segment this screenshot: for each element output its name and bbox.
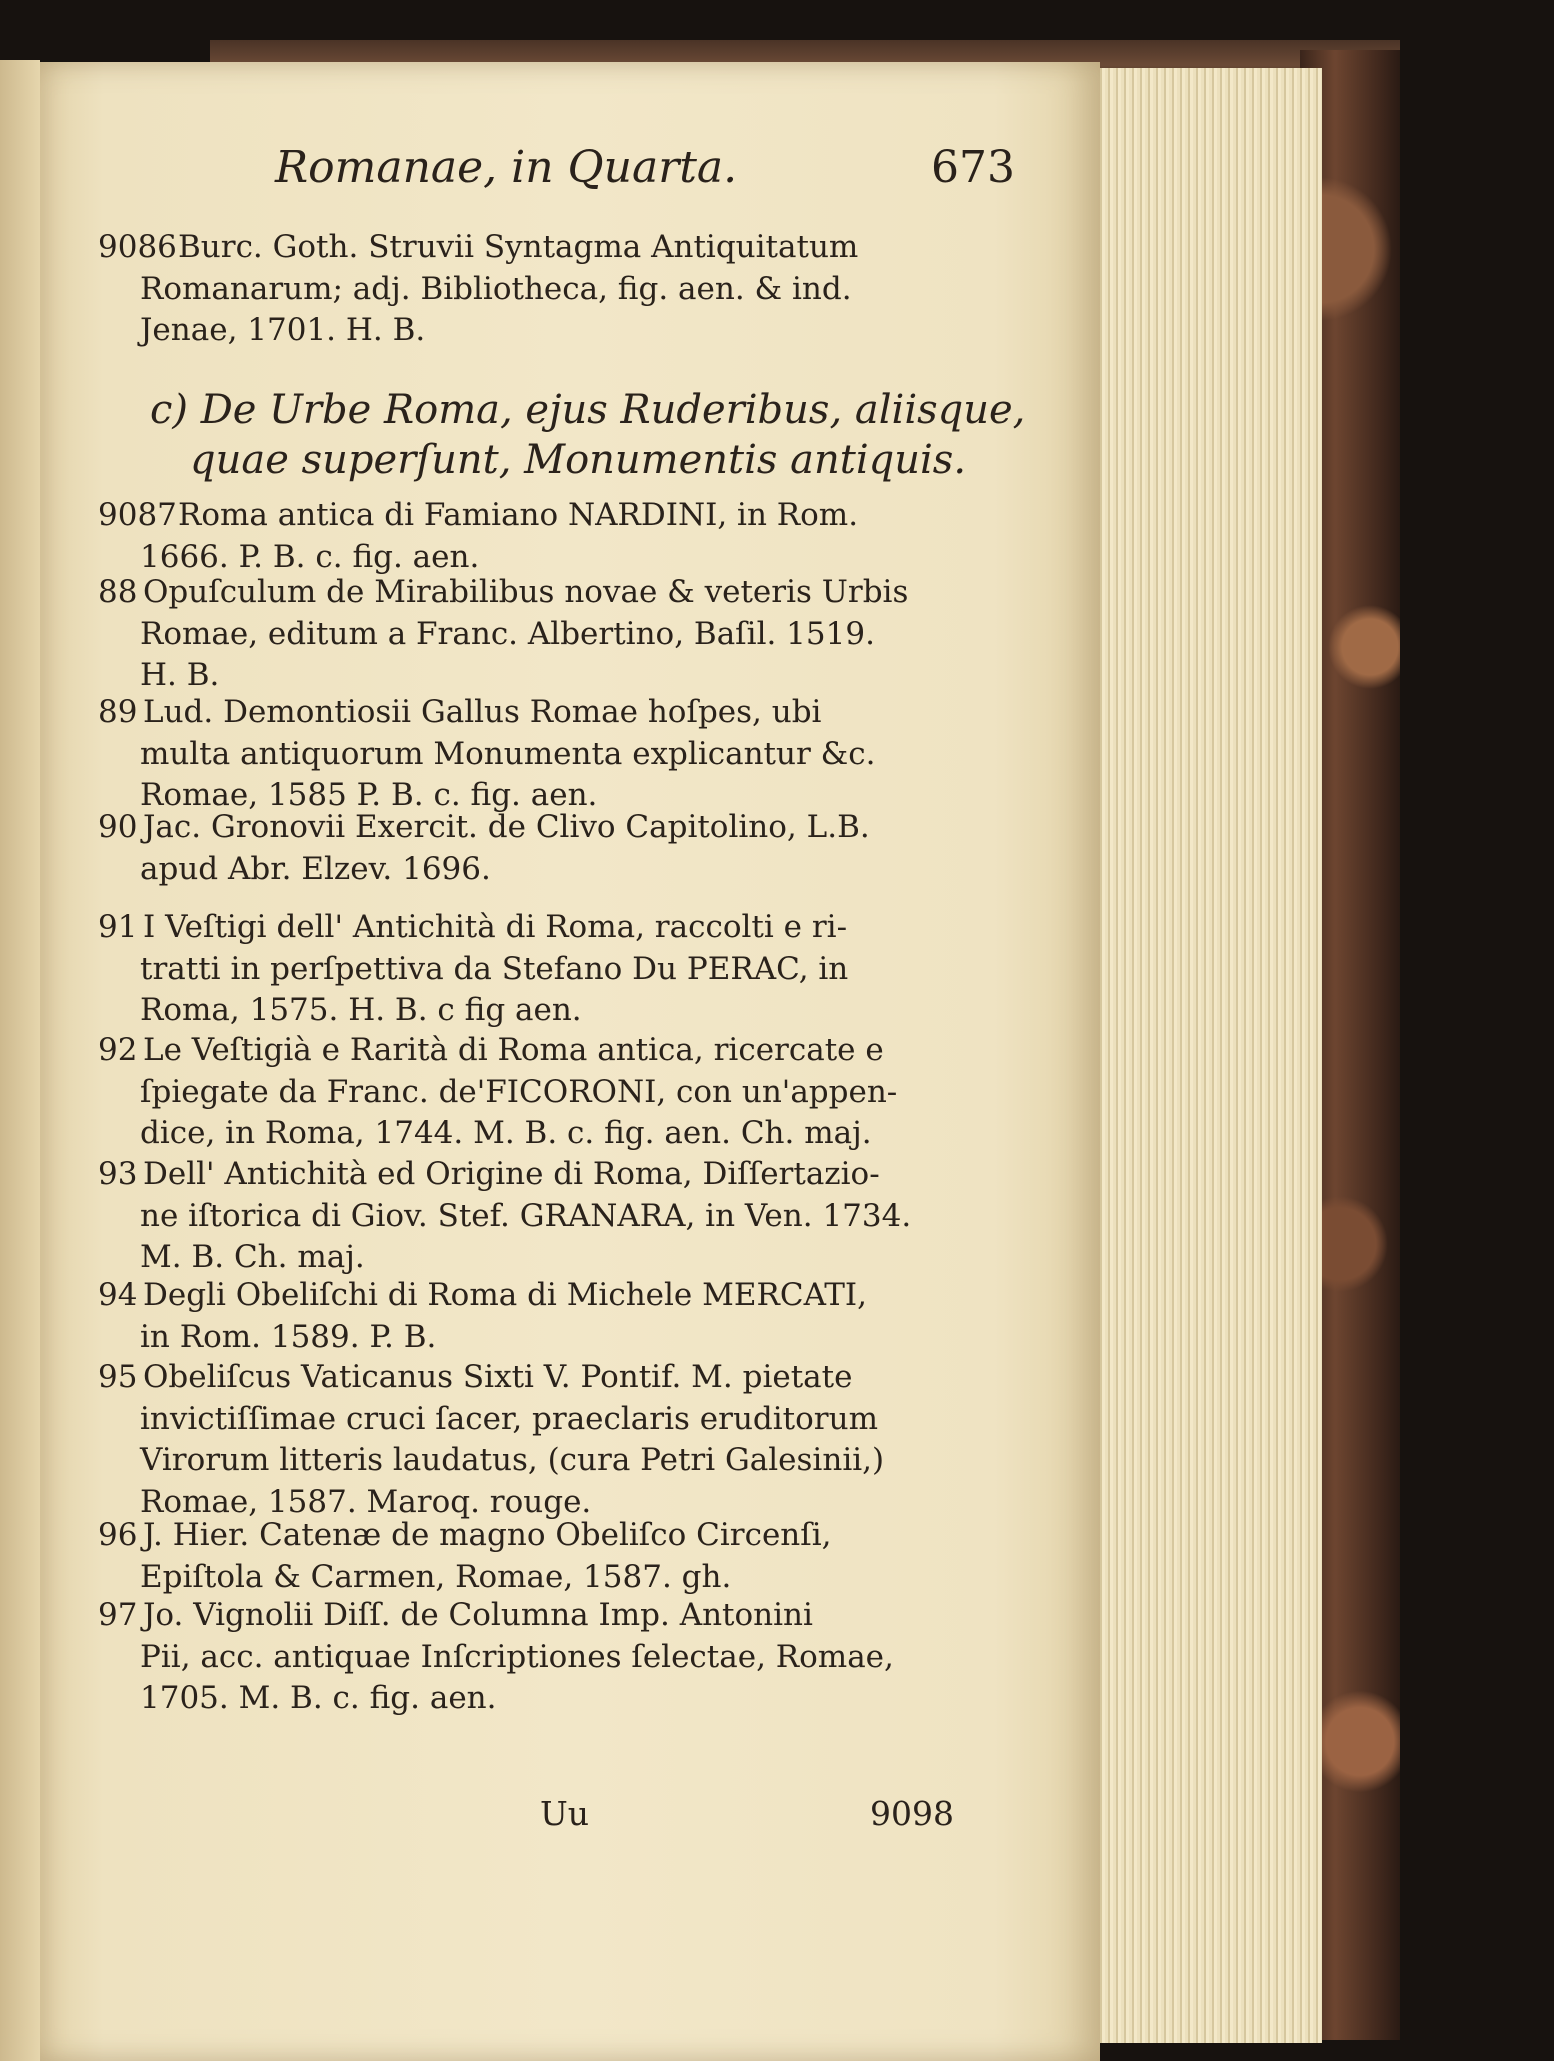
entry-line: M. B. Ch. maj. (140, 1239, 365, 1275)
entry-line: J. Hier. Catenæ de magno Obeliſco Circenſi, (143, 1517, 832, 1553)
entry-line: 1666. P. B. c. fig. aen. (140, 538, 480, 575)
entry-number: 90 (98, 809, 138, 845)
entry-line: Burc. Goth. Struvii Syntagma Antiquitatum (178, 229, 859, 265)
entry-number: 93 (98, 1156, 138, 1192)
entry-number: 94 (98, 1277, 138, 1313)
signature-mark: Uu (540, 1794, 590, 1833)
entry-line: tratti in perſpettiva da Stefano Du PERAC, in (140, 950, 849, 987)
entry-line: Dell' Antichità ed Origine di Roma, Diſſertazio- (143, 1156, 880, 1192)
entry-line: Roma antica di Famiano NARDINI, in Rom. (178, 497, 859, 533)
entry-number: 92 (98, 1032, 138, 1068)
entry-line: I Veſtigi dell' Antichità di Roma, raccolti e ri- (143, 909, 848, 945)
entry-number: 88 (98, 574, 138, 610)
entry-line: in Rom. 1589. P. B. (140, 1318, 437, 1355)
entry-line: Le Veſtigià e Rarità di Roma antica, ricercate e (143, 1032, 884, 1068)
entry-line: Roma, 1575. H. B. c fig aen. (140, 992, 582, 1028)
running-head-title: Romanae, in Quarta. (275, 142, 738, 193)
entry-number: 95 (98, 1359, 138, 1395)
section-heading-line: c) De Urbe Roma, ejus Ruderibus, aliisque, (150, 387, 1026, 433)
entry-number: 9087 (98, 497, 177, 533)
section-heading-line: quae superſunt, Monumentis antiquis. (190, 437, 967, 483)
running-head (275, 142, 1015, 222)
entry-line: multa antiquorum Monumenta explicantur &c. (140, 735, 876, 772)
page-text (40, 62, 1100, 2061)
book-page (40, 62, 1100, 2061)
entry-line: dice, in Roma, 1744. M. B. c. fig. aen. Ch. maj. (140, 1115, 872, 1151)
entry-number: 97 (98, 1597, 138, 1633)
entry-number: 91 (98, 909, 138, 945)
entry-line: apud Abr. Elzev. 1696. (140, 850, 491, 887)
entry-line: Virorum litteris laudatus, (cura Petri Galesinii,) (140, 1442, 885, 1478)
entry-line: Jo. Vignolii Diſſ. de Columna Imp. Antonini (143, 1597, 813, 1633)
entry-line: ſpiegate da Franc. de'FICORONI, con un'appen- (140, 1073, 898, 1110)
entry-line: H. B. (140, 657, 220, 693)
entry-line: Lud. Demontiosii Gallus Romae hoſpes, ubi (143, 694, 822, 730)
entry-line: Degli Obeliſchi di Roma di Michele MERCATI, (143, 1277, 868, 1313)
entry-line: Pii, acc. antiquae Inſcriptiones ſelectae, Romae, (140, 1638, 894, 1675)
page-number: 673 (931, 142, 1015, 193)
entry-line: Jenae, 1701. H. B. (140, 312, 426, 348)
entry-number: 96 (98, 1517, 138, 1553)
entry-line: Jac. Gronovii Exercit. de Clivo Capitolino, L.B. (143, 809, 870, 845)
entry-line: 1705. M. B. c. fig. aen. (140, 1680, 497, 1716)
entry-line: Obeliſcus Vaticanus Sixti V. Pontif. M. pietate (143, 1359, 853, 1395)
entry-line: Romae, editum a Franc. Albertino, Baſil. 1519. (140, 615, 875, 652)
entry-number: 89 (98, 694, 138, 730)
entry-line: Romae, 1585 P. B. c. fig. aen. (140, 777, 598, 813)
catchword: 9098 (870, 1794, 954, 1833)
entry-line: ne iſtorica di Giov. Stef. GRANARA, in Ven. 1734. (140, 1197, 912, 1234)
previous-page-edge (0, 60, 40, 2061)
entry-line: Epiſtola & Carmen, Romae, 1587. gh. (140, 1558, 732, 1595)
entry-number: 9086 (98, 229, 177, 265)
entry-line: invictiſſimae cruci ſacer, praeclaris eruditorum (140, 1400, 878, 1437)
entry-line: Romanarum; adj. Bibliotheca, fig. aen. & ind. (140, 270, 852, 307)
entry-line: Opuſculum de Mirabilibus novae & veteris Urbis (143, 574, 909, 610)
page-stack-edge (1095, 68, 1322, 2043)
entry-line: Romae, 1587. Maroq. rouge. (140, 1483, 592, 1520)
